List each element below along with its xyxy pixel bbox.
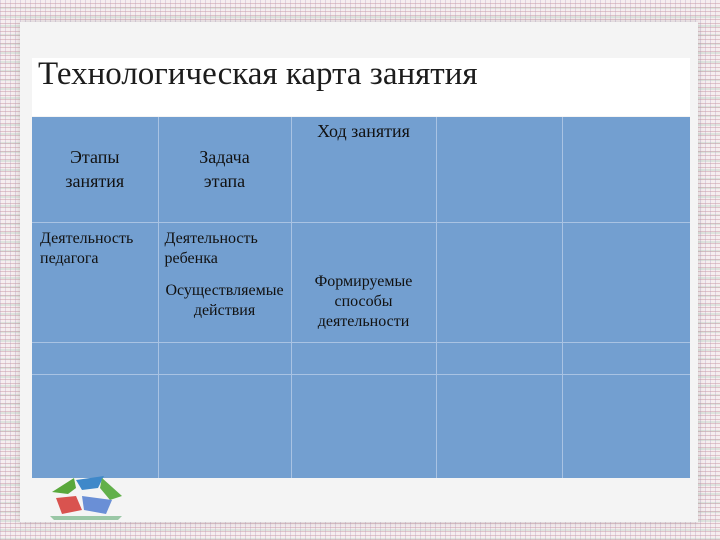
header-task-text: Задача этапа (199, 147, 250, 191)
empty-cell (436, 117, 562, 222)
empty-cell (32, 374, 158, 478)
methods-text: Формируемые способы деятельности (314, 272, 413, 330)
empty-cell (32, 342, 158, 374)
empty-cell (562, 374, 690, 478)
header-cell-stages (32, 117, 158, 222)
child-activity-text: Деятельность ребенка (164, 229, 258, 267)
empty-cell (291, 342, 436, 374)
header-cell-course (291, 117, 436, 222)
empty-cell (158, 342, 291, 374)
empty-cell (436, 374, 562, 478)
header-cell-task (158, 117, 291, 222)
empty-cell (436, 342, 562, 374)
recycle-arrows-logo-icon (46, 470, 126, 522)
empty-cell (562, 342, 690, 374)
slide-title: Технологическая карта занятия (38, 56, 478, 92)
header-course-text: Ход занятия (317, 121, 410, 141)
lesson-table (32, 117, 690, 478)
empty-cell (562, 117, 690, 222)
teacher-activity-text: Деятельность педагога (40, 229, 134, 267)
empty-cell (291, 374, 436, 478)
header-stages-text: Этапы занятия (65, 147, 125, 191)
teacher-activity-cell (32, 222, 158, 342)
actions-text: Осуществляемые действия (165, 281, 284, 319)
empty-cell (158, 374, 291, 478)
lesson-grid (32, 117, 690, 478)
empty-cell (436, 222, 562, 342)
child-activity-cell (158, 222, 291, 342)
empty-cell (562, 222, 690, 342)
methods-cell (291, 222, 436, 342)
